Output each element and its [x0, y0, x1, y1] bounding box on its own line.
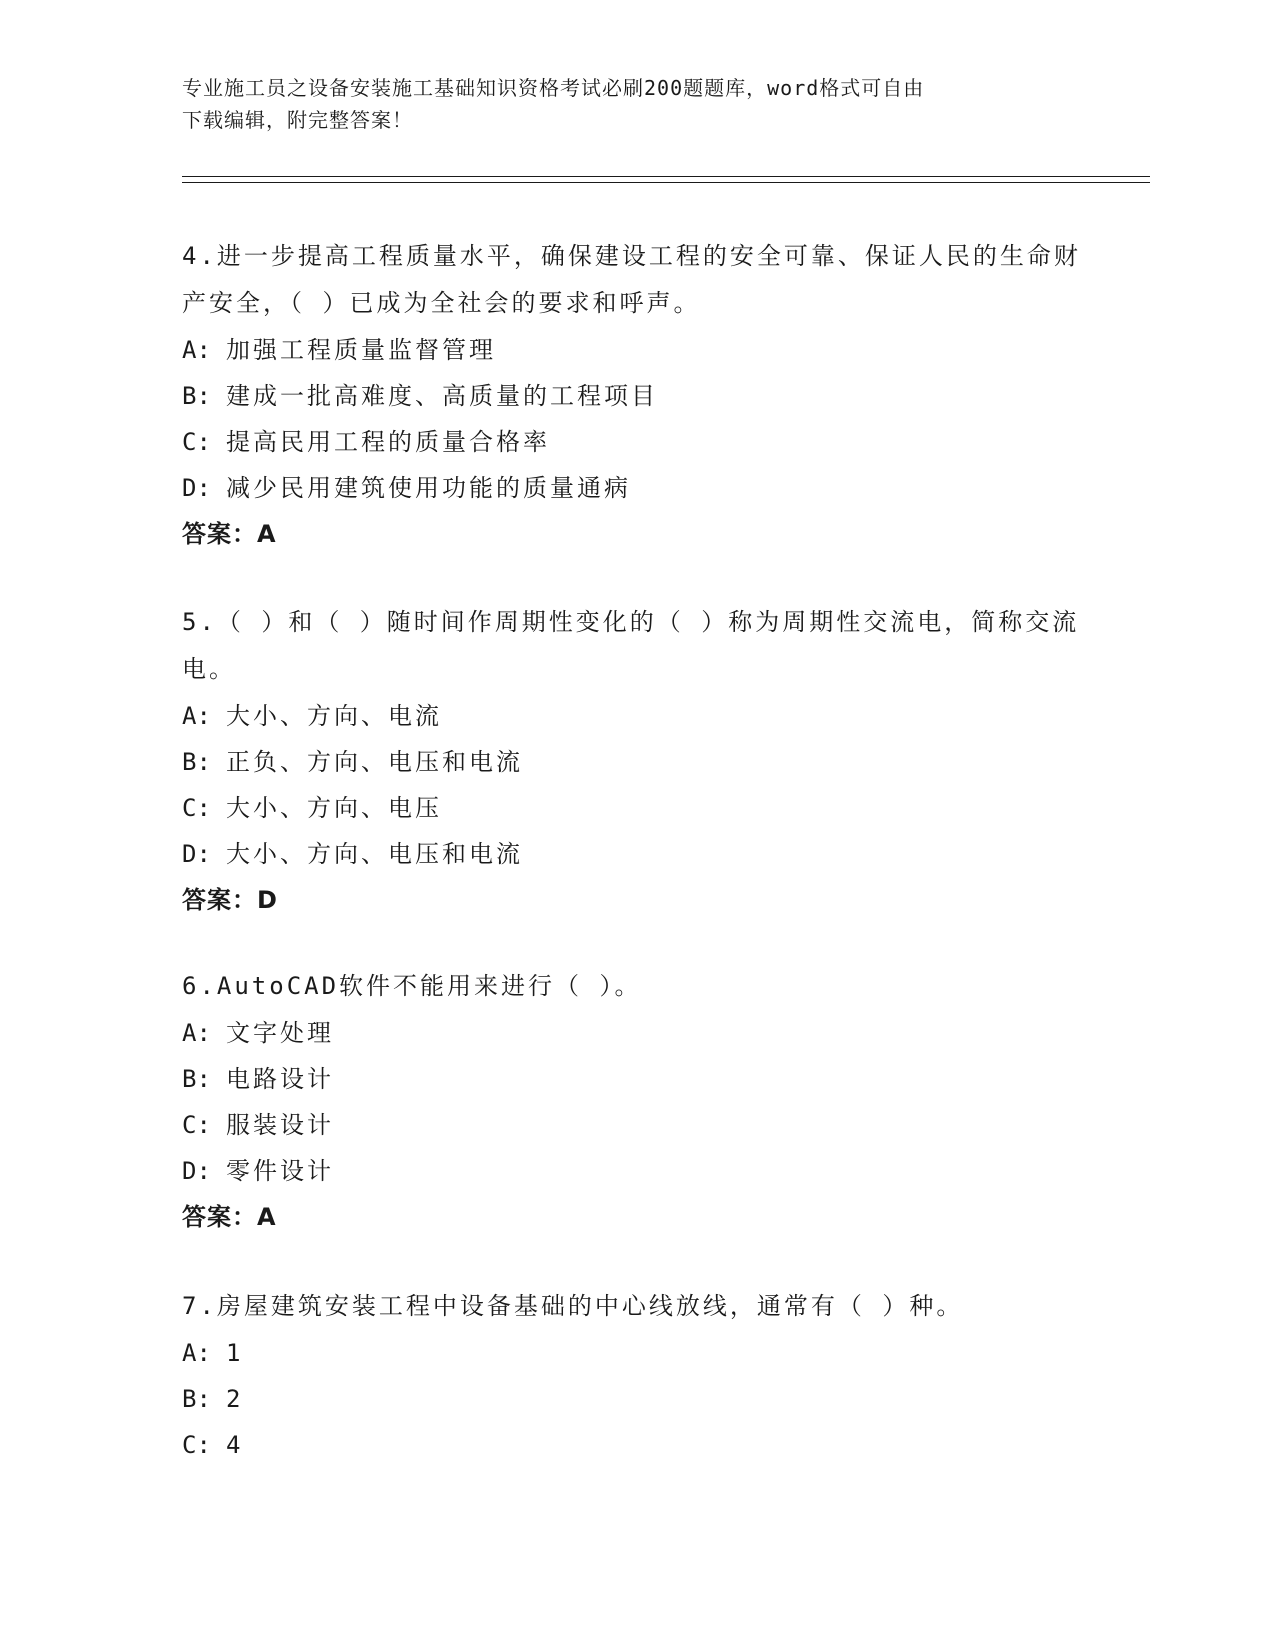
- option-d: [182, 831, 1082, 877]
- question-stem: 6.AutoCAD软件不能用来进行（ ）。: [182, 972, 642, 1000]
- option-text: 零件设计: [226, 1157, 334, 1185]
- option-key: C:: [182, 428, 211, 456]
- answer-line: 答案：A: [182, 1203, 277, 1231]
- question-stem: 7.房屋建筑安装工程中设备基础的中心线放线，通常有（ ）种。: [182, 1292, 964, 1320]
- option-text: 建成一批高难度、高质量的工程项目: [226, 382, 658, 410]
- option-a: [182, 693, 1082, 739]
- option-text: 正负、方向、电压和电流: [226, 748, 523, 776]
- option-text: 提高民用工程的质量合格率: [226, 428, 550, 456]
- option-text: 大小、方向、电压和电流: [226, 840, 523, 868]
- option-c: [182, 1422, 1082, 1468]
- option-key: B:: [182, 382, 211, 410]
- option-b: [182, 373, 1082, 419]
- option-a: [182, 1010, 1082, 1056]
- option-a: [182, 1330, 1082, 1376]
- option-text: 服装设计: [226, 1111, 334, 1139]
- option-key: A:: [182, 1019, 211, 1047]
- option-key: A:: [182, 1339, 211, 1367]
- option-a: [182, 327, 1082, 373]
- option-b: [182, 739, 1082, 785]
- option-text: 电路设计: [226, 1065, 334, 1093]
- question-6: [182, 963, 1082, 1240]
- option-key: B:: [182, 748, 211, 776]
- question-4: [182, 233, 1082, 557]
- option-text: 4: [226, 1431, 244, 1459]
- option-text: 文字处理: [226, 1019, 334, 1047]
- option-c: [182, 785, 1082, 831]
- option-key: D:: [182, 1157, 211, 1185]
- header-title-line-2: 下载编辑，附完整答案！: [182, 108, 413, 132]
- document-header: [182, 72, 1062, 136]
- header-divider-top: [182, 176, 1150, 177]
- option-text: 大小、方向、电压: [226, 794, 442, 822]
- question-5: [182, 599, 1082, 923]
- option-text: 2: [226, 1385, 244, 1413]
- option-c: [182, 1102, 1082, 1148]
- question-7: [182, 1283, 1082, 1468]
- option-text: 减少民用建筑使用功能的质量通病: [226, 474, 631, 502]
- option-key: A:: [182, 336, 211, 364]
- option-text: 1: [226, 1339, 244, 1367]
- option-text: 大小、方向、电流: [226, 702, 442, 730]
- option-d: [182, 465, 1082, 511]
- option-b: [182, 1056, 1082, 1102]
- option-d: [182, 1148, 1082, 1194]
- option-key: D:: [182, 840, 211, 868]
- option-key: C:: [182, 794, 211, 822]
- header-divider-bottom: [182, 182, 1150, 183]
- question-stem: 5.（ ）和（ ）随时间作周期性变化的（ ）称为周期性交流电，简称交流电。: [182, 608, 1080, 683]
- option-key: C:: [182, 1431, 211, 1459]
- option-key: C:: [182, 1111, 211, 1139]
- question-stem: 4.进一步提高工程质量水平，确保建设工程的安全可靠、保证人民的生命财产安全，（ ）已成为全社会的要求和呼声。: [182, 242, 1081, 317]
- option-key: A:: [182, 702, 211, 730]
- option-text: 加强工程质量监督管理: [226, 336, 496, 364]
- option-b: [182, 1376, 1082, 1422]
- option-key: B:: [182, 1065, 211, 1093]
- option-c: [182, 419, 1082, 465]
- option-key: D:: [182, 474, 211, 502]
- answer-line: 答案：A: [182, 520, 277, 548]
- header-title-line-1: 专业施工员之设备安装施工基础知识资格考试必刷200题题库，word格式可自由: [182, 76, 925, 100]
- option-key: B:: [182, 1385, 211, 1413]
- answer-line: 答案：D: [182, 886, 278, 914]
